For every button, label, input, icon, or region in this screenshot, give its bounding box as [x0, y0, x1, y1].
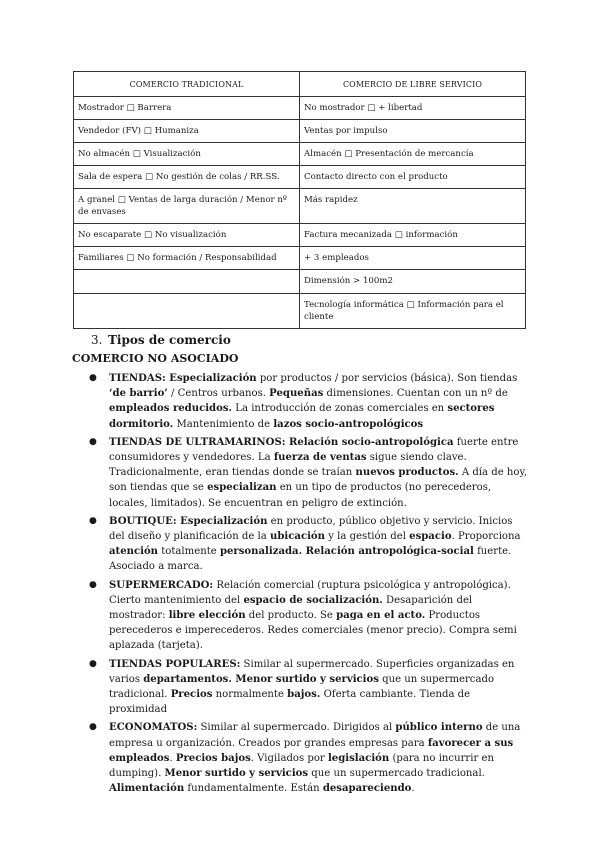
- table-row: [74, 143, 526, 166]
- text-span: TIENDAS: Especialización: [109, 373, 257, 384]
- text-span: bajos.: [287, 689, 321, 701]
- table-cell: Factura mecanizada □ información: [300, 224, 526, 247]
- list-item-ultramarinos: [88, 435, 528, 511]
- text-span: Oferta cambiante. Tienda de proximidad: [109, 689, 471, 716]
- table-row: [74, 224, 526, 247]
- text-span: Mantenimiento de: [173, 418, 274, 430]
- text-span: Precios bajos: [175, 752, 251, 764]
- bullet-icon: ●: [89, 579, 97, 590]
- text-span: Precios: [170, 689, 213, 701]
- text-span: Similar al supermercado. Superficies organizadas en varios: [109, 658, 515, 685]
- text-span: departamentos. Menor surtido y servicios: [143, 673, 379, 685]
- text-span: público interno: [395, 722, 483, 734]
- text-span: Productos perecederos e imperecederos. Redes comerciales (menor precio). Compra semi aplazada (tarjeta).: [109, 610, 517, 652]
- text-span: lazos socio-antropológicos: [273, 418, 424, 430]
- text-span: especializan: [207, 482, 277, 494]
- list-item-supermercado: [88, 578, 528, 654]
- text-span: ubicación: [270, 531, 325, 543]
- bullet-icon: ●: [89, 515, 97, 526]
- table-header-cell: COMERCIO TRADICIONAL: [74, 72, 300, 97]
- table-cell: Contacto directo con el producto: [300, 166, 526, 189]
- text-span: legislación: [327, 752, 390, 764]
- text-span: de una empresa u organización. Creados por grandes empresas para: [109, 722, 521, 749]
- text-span: atención: [109, 546, 159, 558]
- table-cell: Sala de espera □ No gestión de colas / RR.SS.: [74, 166, 300, 189]
- text-span: dimensiones. Cuentan con un nº de: [323, 388, 508, 400]
- text-span: totalmente: [158, 546, 220, 558]
- text-span: Relación comercial (ruptura psicológica y antropológica). Cierto mantenimiento del: [109, 579, 511, 606]
- text-span: / Centros urbanos.: [167, 388, 270, 400]
- text-span: en producto, público objetivo y servicio. Inicios del diseño y planificación de la: [109, 515, 513, 543]
- text-span: (para no incurrir en dumping).: [109, 752, 494, 780]
- text-span: fuerte entre consumidores y vendedores. La: [109, 436, 519, 464]
- table-cell: Familiares □ No formación / Responsabilidad: [74, 247, 300, 270]
- text-span: BOUTIQUE: Especialización: [109, 515, 268, 527]
- section-number: 3.: [91, 333, 103, 347]
- table-row: [74, 189, 526, 224]
- bullet-icon: ●: [89, 373, 97, 383]
- text-span: que un supermercado tradicional.: [308, 768, 485, 780]
- table-cell: No mostrador □ + libertad: [300, 97, 526, 120]
- subsection-heading: COMERCIO NO ASOCIADO: [72, 352, 239, 365]
- text-span: fuerte. Asociado a marca.: [109, 546, 512, 573]
- list-item-economatos: [88, 720, 528, 796]
- table-cell: + 3 empleados: [300, 247, 526, 270]
- text-span: desapareciendo: [322, 783, 412, 795]
- text-span: normalmente: [212, 689, 288, 701]
- table-row: [74, 270, 526, 294]
- table-cell: Tecnología informática □ Información para el cliente: [300, 294, 526, 329]
- table-header-row: [74, 72, 526, 97]
- table-row: [74, 120, 526, 143]
- bullet-icon: ●: [89, 436, 97, 447]
- text-span: Menor surtido y servicios: [164, 768, 309, 780]
- text-span: A día de hoy, son tiendas que se: [109, 467, 528, 494]
- text-span: sectores dormitorio.: [109, 403, 495, 430]
- text-span: La introducción de zonas comerciales en: [232, 403, 448, 415]
- text-span: Pequeñas: [269, 388, 324, 400]
- table-cell: [74, 294, 300, 329]
- comparison-table: [73, 71, 526, 329]
- text-span: libre elección: [168, 610, 246, 622]
- table-cell: [74, 270, 300, 294]
- text-span: ‘de barrio’: [109, 388, 168, 400]
- text-span: TIENDAS POPULARES:: [109, 658, 241, 670]
- text-span: del producto. Se: [245, 610, 337, 622]
- table-cell: No almacén □ Visualización: [74, 143, 300, 166]
- text-span: favorecer a sus empleados: [109, 737, 514, 764]
- table-row: [74, 166, 526, 189]
- bullet-icon: ●: [89, 722, 97, 733]
- text-span: por productos / por servicios (básica). Son tiendas: [256, 373, 518, 384]
- table-header-cell: COMERCIO DE LIBRE SERVICIO: [300, 72, 526, 97]
- text-span: Desaparición del mostrador:: [109, 594, 473, 622]
- bullet-icon: ●: [89, 658, 97, 669]
- text-span: .: [411, 783, 415, 795]
- table-row: [74, 294, 526, 329]
- list-item-boutique: [88, 514, 528, 575]
- section-title: Tipos de comercio: [108, 333, 231, 347]
- table-row: [74, 247, 526, 270]
- table-cell: Almacén □ Presentación de mercancía: [300, 143, 526, 166]
- text-span: y la gestión del: [325, 531, 410, 543]
- section-heading: [91, 333, 231, 347]
- list-item-tiendas: [88, 371, 528, 432]
- text-span: personalizada. Relación antropológica-social: [219, 546, 474, 558]
- table-cell: A granel □ Ventas de larga duración / Menor nº de envases: [74, 189, 300, 224]
- table-cell: Vendedor (FV) □ Humaniza: [74, 120, 300, 143]
- text-span: fundamentalmente. Están: [184, 783, 323, 795]
- table-row: [74, 97, 526, 120]
- text-span: TIENDAS DE ULTRAMARINOS: Relación socio-antropológica: [109, 436, 454, 448]
- table-cell: Más rapidez: [300, 189, 526, 224]
- text-span: nuevos productos.: [355, 467, 459, 479]
- text-span: . Proporciona: [451, 531, 521, 543]
- text-span: .: [169, 752, 176, 764]
- text-span: . Vigilados por: [250, 752, 328, 764]
- text-span: SUPERMERCADO:: [109, 579, 214, 591]
- text-span: fuerza de ventas: [273, 452, 367, 464]
- table-cell: Ventas por impulso: [300, 120, 526, 143]
- table-cell: Dimensión > 100m2: [300, 270, 526, 294]
- text-span: sigue siendo clave. Tradicionalmente, eran tiendas donde se traían: [109, 452, 467, 479]
- text-span: ECONOMATOS:: [109, 722, 198, 734]
- list-item-populares: [88, 657, 528, 718]
- commerce-types-list: [88, 371, 528, 799]
- text-span: en un tipo de productos (no perecederos, locales, limitados). Se encuentran en peligro de extinción.: [109, 482, 492, 509]
- table-cell: Mostrador □ Barrera: [74, 97, 300, 120]
- text-span: Similar al supermercado. Dirigidos al: [197, 722, 396, 734]
- text-span: que un supermercado tradicional.: [109, 673, 495, 701]
- text-span: paga en el acto.: [336, 610, 426, 622]
- text-span: Alimentación: [109, 783, 185, 795]
- text-span: espacio: [409, 531, 452, 543]
- text-span: empleados reducidos.: [109, 403, 233, 415]
- text-span: espacio de socialización.: [243, 594, 383, 606]
- table-cell: No escaparate □ No visualización: [74, 224, 300, 247]
